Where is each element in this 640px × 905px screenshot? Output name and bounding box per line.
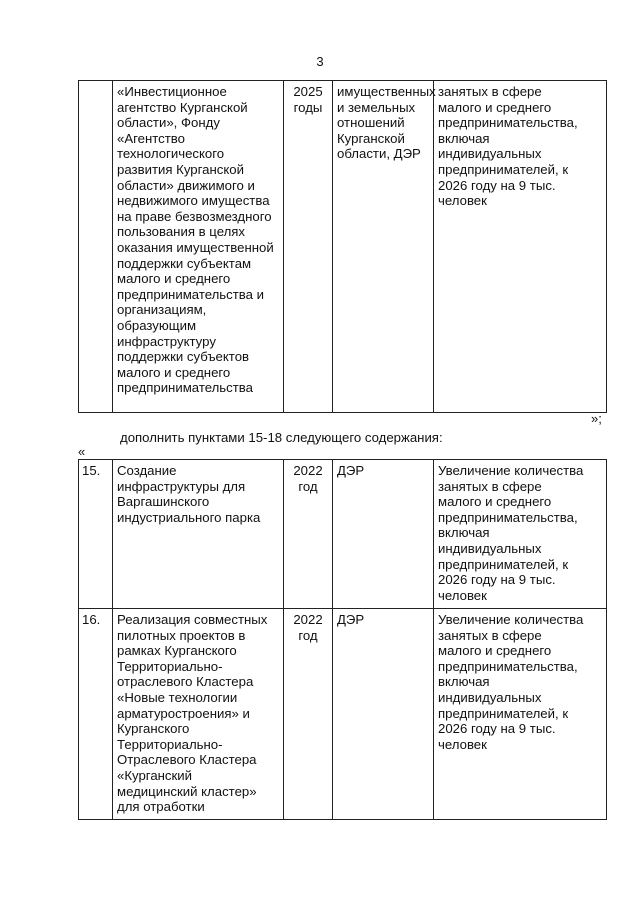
measure-responsible: ДЭР	[333, 609, 434, 820]
table-row	[79, 609, 607, 820]
page-number: 3	[316, 54, 324, 69]
measure-responsible: ДЭР	[333, 460, 434, 609]
measure-result: Увеличение количества занятых в сфере малого и среднего предпринимательства, включая индивидуальных предпринимателей, к 2026 году на 9 тыс. человек	[434, 460, 607, 609]
measure-description: «Инвестиционное агентство Курганской области», Фонду «Агентство технологического развития Курганской области» движимого и недвижимого имущества на праве безвозмездного пользования в целях оказания имущественной поддержки субъектам малого и среднего предпринимательства и организациям, образующим инфраструктуру поддержки субъектов малого и среднего предпринимательства	[113, 81, 284, 413]
row-number: 16.	[79, 609, 113, 820]
closing-quote-mark: »;	[591, 411, 602, 426]
amendment-text: дополнить пунктами 15-18 следующего содержания:	[120, 430, 443, 445]
table-row	[79, 460, 607, 609]
row-number	[79, 81, 113, 413]
measures-table-continued	[78, 80, 607, 413]
measure-period: 2022 год	[284, 460, 333, 609]
measure-description: Создание инфраструктуры для Варгашинского индустриального парка	[113, 460, 284, 609]
measure-responsible: имущественных и земельных отношений Курганской области, ДЭР	[333, 81, 434, 413]
opening-quote-mark: «	[78, 444, 86, 459]
measures-table-new	[78, 459, 607, 820]
measure-period: 2022 год	[284, 609, 333, 820]
row-number: 15.	[79, 460, 113, 609]
table-row	[79, 81, 607, 413]
measure-result: занятых в сфере малого и среднего предпринимательства, включая индивидуальных предпринимателей, к 2026 году на 9 тыс. человек	[434, 81, 607, 413]
measure-period: 2025 годы	[284, 81, 333, 413]
measure-result: Увеличение количества занятых в сфере малого и среднего предпринимательства, включая индивидуальных предпринимателей, к 2026 году на 9 тыс. человек	[434, 609, 607, 820]
measure-description: Реализация совместных пилотных проектов в рамках Курганского Территориально- отраслевого Кластера «Новые технологии арматуростроения» и Курганского Территориально- Отраслевого Кластера «Курганский медицинский кластер» для отработки	[113, 609, 284, 820]
